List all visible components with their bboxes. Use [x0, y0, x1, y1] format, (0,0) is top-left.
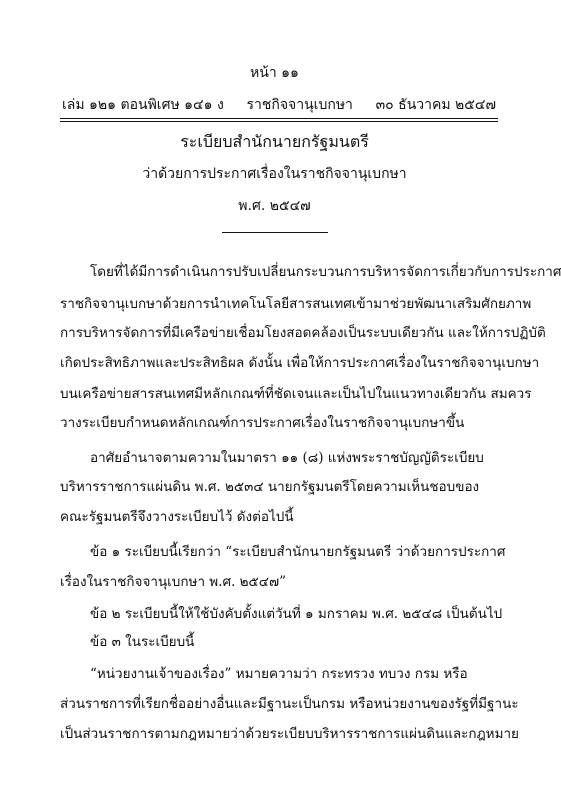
- body-line: “หน่วยงานเจ้าของเรื่อง” หมายความว่า กระทรวง ทบวง กรม หรือ: [90, 666, 468, 682]
- body-line: การบริหารจัดการที่มีเครือข่ายเชื่อมโยงสอดคล้องเป็นระบบเดียวกัน และให้การปฏิบัติ: [60, 325, 546, 341]
- body-line: บนเครือข่ายสารสนเทศมีหลักเกณฑ์ที่ชัดเจนและเป็นไปในแนวทางเดียวกัน สมควร: [60, 386, 532, 402]
- body-line: ข้อ ๒ ระเบียบนี้ให้ใช้บังคับตั้งแต่วันที่ ๑ มกราคม พ.ศ. ๒๕๔๘ เป็นต้นไป: [90, 606, 503, 622]
- body-line: ข้อ ๑ ระเบียบนี้เรียกว่า “ระเบียบสำนักนายกรัฐมนตรี ว่าด้วยการประกาศ: [90, 544, 506, 560]
- body-line: เรื่องในราชกิจจานุเบกษา พ.ศ. ๒๕๔๗”: [60, 574, 287, 590]
- publication-date: ๓๐ ธันวาคม ๒๕๔๗: [375, 97, 496, 113]
- body-line: อาศัยอำนาจตามความในมาตรา ๑๑ (๘) แห่งพระราชบัญญัติระเบียบ: [90, 450, 484, 466]
- header-divider-bottom: [60, 121, 498, 122]
- body-line: โดยที่ได้มีการดำเนินการปรับเปลี่ยนกระบวนการบริหารจัดการเกี่ยวกับการประกาศ: [90, 264, 561, 280]
- document-year: พ.ศ. ๒๕๔๗: [238, 198, 311, 214]
- document-subtitle: ว่าด้วยการประกาศเรื่องในราชกิจจานุเบกษา: [142, 166, 407, 182]
- page-number: หน้า ๑๑: [250, 65, 299, 81]
- volume-info: เล่ม ๑๒๑ ตอนพิเศษ ๑๔๑ ง: [62, 97, 224, 113]
- header-divider-top: [60, 118, 498, 119]
- gazette-name: ราชกิจจานุเบกษา: [246, 97, 353, 113]
- document-title: ระเบียบสำนักนายกรัฐมนตรี: [180, 132, 369, 151]
- title-divider: [222, 232, 328, 233]
- body-line: เป็นส่วนราชการตามกฎหมายว่าด้วยระเบียบบริหารราชการแผ่นดินและกฎหมาย: [60, 726, 519, 742]
- body-line: ข้อ ๓ ในระเบียบนี้: [90, 634, 195, 650]
- body-line: วางระเบียบกำหนดหลักเกณฑ์การประกาศเรื่องในราชกิจจานุเบกษาขึ้น: [60, 415, 465, 431]
- body-line: บริหารราชการแผ่นดิน พ.ศ. ๒๕๓๔ นายกรัฐมนตรีโดยความเห็นชอบของ: [60, 479, 480, 495]
- body-line: เกิดประสิทธิภาพและประสิทธิผล ดังนั้น เพื่อให้การประกาศเรื่องในราชกิจจานุเบกษา: [60, 355, 540, 371]
- body-line: คณะรัฐมนตรีจึงวางระเบียบไว้ ดังต่อไปนี้: [60, 509, 294, 525]
- gazette-header: [62, 94, 496, 116]
- body-line: ส่วนราชการที่เรียกชื่ออย่างอื่นและมีฐานะเป็นกรม หรือหน่วยงานของรัฐที่มีฐานะ: [60, 696, 519, 712]
- body-line: ราชกิจจานุเบกษาด้วยการนำเทคโนโลยีสารสนเทศเข้ามาช่วยพัฒนาเสริมศักยภาพ: [60, 296, 532, 312]
